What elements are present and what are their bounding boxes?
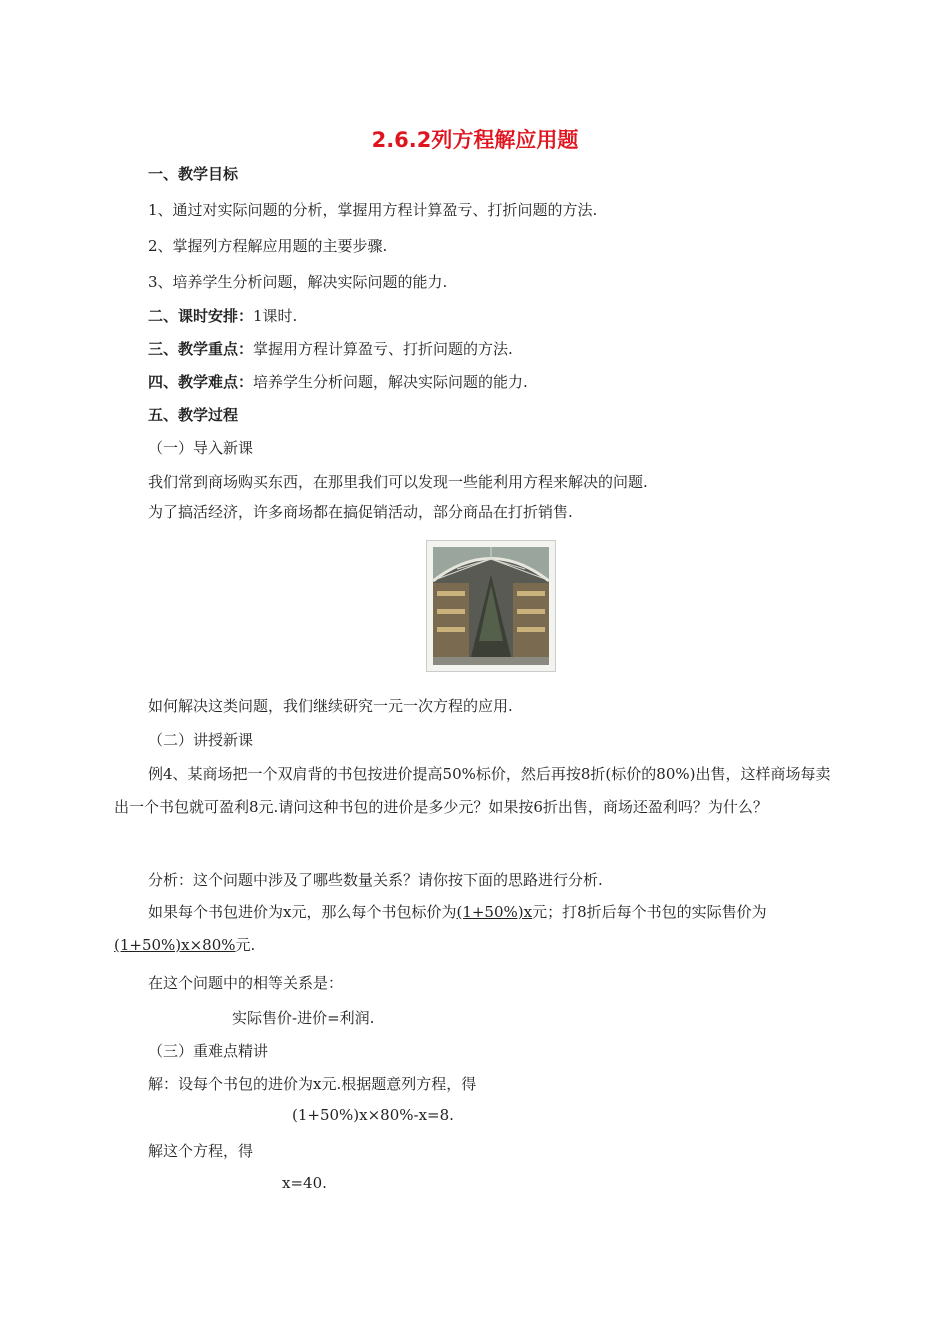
intro-text-2: 为了搞活经济，许多商场都在搞促销活动，部分商品在打折销售. <box>148 503 573 521</box>
marked-price-expression: (1+50%)x <box>456 903 533 921</box>
heading-schedule: 二、课时安排： <box>148 307 254 325</box>
solution-text: 解：设每个书包的进价为x元.根据题意列方程，得 <box>148 1075 477 1093</box>
shopping-mall-illustration <box>427 541 555 671</box>
subheading-intro: （一）导入新课 <box>148 439 254 457</box>
objective-1: 1、通过对实际问题的分析，掌握用方程计算盈亏、打折问题的方法. <box>148 201 598 219</box>
analysis-text: 分析：这个问题中涉及了哪些数量关系？请你按下面的思路进行分析. <box>148 871 603 889</box>
objective-2: 2、掌握列方程解应用题的主要步骤. <box>148 237 388 255</box>
intro-text-1: 我们常到商场购买东西，在那里我们可以发现一些能利用方程来解决的问题. <box>148 473 648 491</box>
heading-key-point: 三、教学重点： <box>148 340 254 358</box>
page-title: 2.6.2列方程解应用题 <box>371 128 579 152</box>
key-point-text: 掌握用方程计算盈亏、打折问题的方法. <box>253 340 513 358</box>
subheading-key-explanation: （三）重难点精讲 <box>148 1042 269 1060</box>
if-text-3: 元. <box>235 936 256 954</box>
example-paragraph: 例4、某商场把一个双肩背的书包按进价提高50%标价，然后再按8折(标价的80%)出售，这样商场每卖出一个书包就可盈利8元.请问这种书包的进价是多少元？如果按6折出售，商场还盈利吗？为什么？ <box>114 765 831 816</box>
heading-process: 五、教学过程 <box>148 406 239 424</box>
relation-intro: 在这个问题中的相等关系是： <box>148 974 344 992</box>
solve-text: 解这个方程，得 <box>148 1142 254 1160</box>
equation: (1+50%)x×80%-x=8. <box>292 1106 454 1124</box>
difficulty-line <box>148 371 528 392</box>
analysis-paragraph <box>114 896 836 962</box>
if-text-2: 元；打8折后每个书包的实际售价为 <box>532 903 767 921</box>
sale-price-expression: (1+50%)x×80% <box>114 936 236 954</box>
transition-text: 如何解决这类问题，我们继续研究一元一次方程的应用. <box>148 697 513 715</box>
equality-relation: 实际售价-进价=利润. <box>232 1009 375 1027</box>
heading-difficulty: 四、教学难点： <box>148 373 254 391</box>
schedule-line <box>148 305 297 326</box>
difficulty-text: 培养学生分析问题，解决实际问题的能力. <box>253 373 528 391</box>
objective-3: 3、培养学生分析问题，解决实际问题的能力. <box>148 273 448 291</box>
key-point-line <box>148 338 513 359</box>
schedule-text: 1课时. <box>253 307 298 325</box>
shopping-mall-photo <box>426 540 556 672</box>
answer: x=40. <box>282 1174 327 1192</box>
if-text-1: 如果每个书包进价为x元，那么每个书包标价为 <box>148 903 457 921</box>
subheading-lecture: （二）讲授新课 <box>148 731 254 749</box>
heading-objectives: 一、教学目标 <box>148 165 239 183</box>
